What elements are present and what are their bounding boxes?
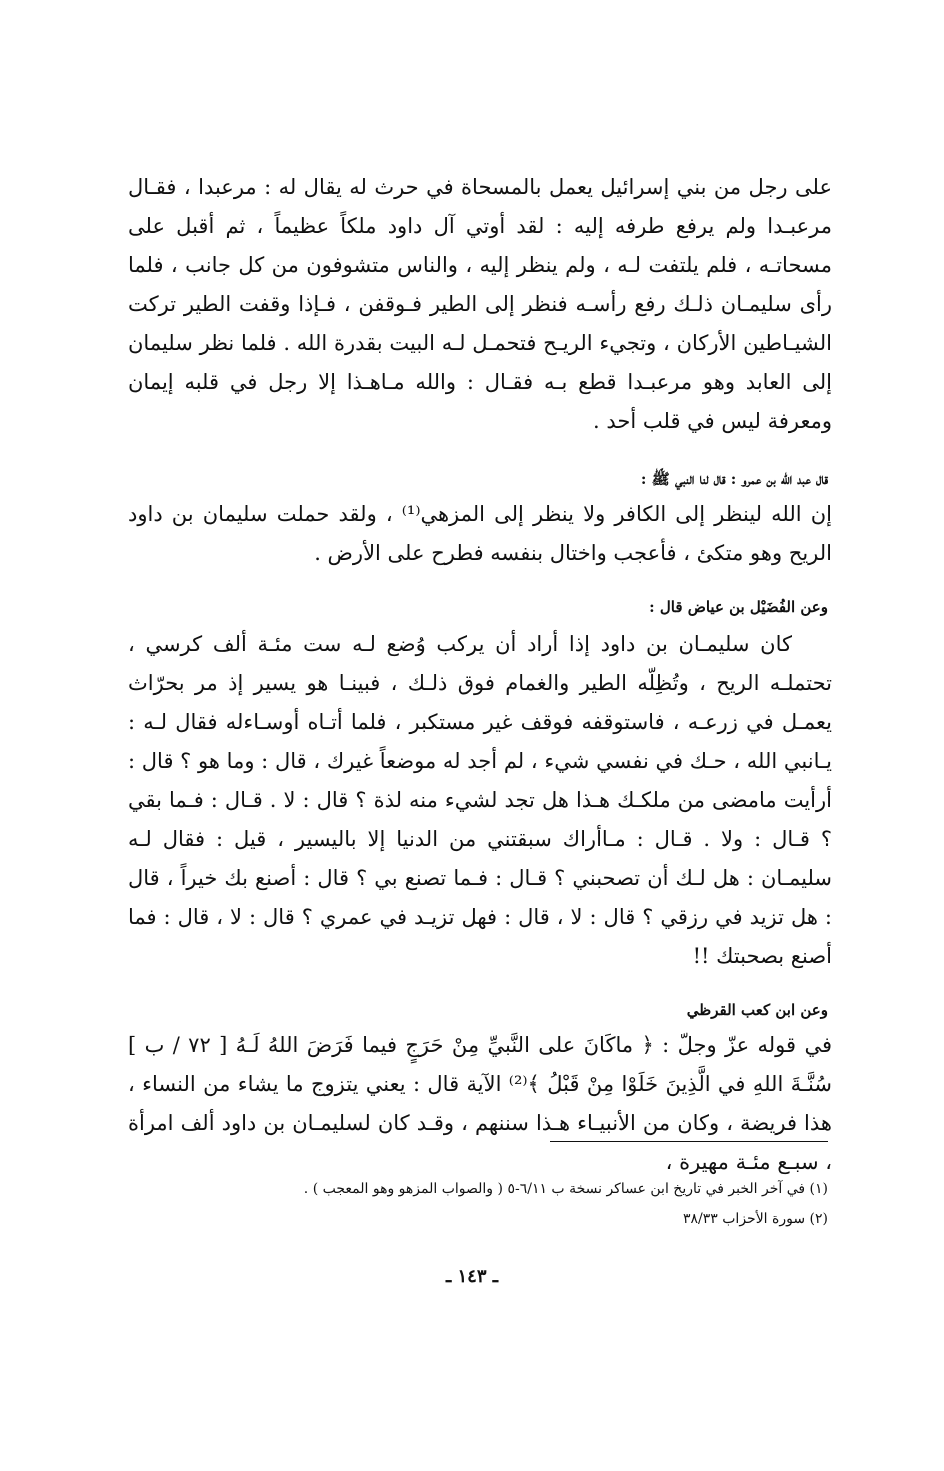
footnote-separator bbox=[550, 1141, 828, 1142]
paragraph-3: كان سليمـان بن داود إذا أراد أن يركب وُضع لـه ست مئـة ألف كرسي ، تحتملـه الريح ، وتُظِلّه الطير والغمام فوق ذلـك ، فبينـا هو يسير إذ مر بحرّاث يعمـل في زرعـه ، فاستوقفه فوقف غير مستكبر ، فلما أتـاه أوسـاءله فقال لـه : يـانبي الله ، حـك في نفسي شيء ، لم أجد له موضعاً غيرك ، قال : وما هو ؟ قال : أرأيت مامضى من ملكـك هـذا هل تجد لشيء منه لذة ؟ قال : لا . قـال : فـما بقي ؟ قـال : ولا . قـال : مـاأراك سبقتني من الدنيا إلا باليسير ، قيل : فقال لـه سليمـان : هل لـك أن تصحبني ؟ قـال : فـما تصنع بي ؟ قال : أصنع بك خيراً ، قال : هل تزيد في رزقي ؟ قال : لا ، قال : فهل تزيـد في عمري ؟ قال : لا ، قال : فما أصنع بصحبتك !! bbox=[128, 632, 832, 968]
footnote-2: (٢) سورة الأحزاب ٣٨/٣٣ bbox=[683, 1211, 828, 1227]
paragraph-1: على رجل من بني إسرائيل يعمل بالمسحاة في حرث له يقال له : مرعبدا ، فقـال مرعبـدا ولم يرفع طرفه إليه : لقد أوتي آل داود ملكاً عظيماً ، ثم أقبل على مسحاتـه ، فلم يلتفت لـه ، ولم ينظر إليه ، والناس متشوفون من كل جانب ، فلما رأى سليمـان ذلـك رفع رأسـه فنظر إلى الطير فـوقفن ، فـإذا وقفت الطير تركت الشيـاطين الأركان ، وتجيء الريـح فتحمـل لـه البيت بقدرة الله . فلما نظر سليمان إلى العابد وهو مرعبـدا قطع بـه فقـال : والله مـاهـذا إلا رجل في قلبه إيمان ومعرفة ليس في قلب أحد . bbox=[128, 175, 832, 433]
footnotes bbox=[268, 1174, 828, 1234]
section-heading-2: وعن الفُضَيْل بن عياض قال : bbox=[649, 598, 828, 616]
section-heading-3: وعن ابن كعب القرظي bbox=[686, 1001, 828, 1019]
footnote-1: (١) في آخر الخبر في تاريخ ابن عساكر نسخة ب ٦/١١-٥ ( والصواب المزهو وهو المعجب ) . bbox=[303, 1181, 828, 1197]
paragraph-2: إن الله لينظر إلى الكافر ولا ينظر إلى المزهي⁽¹⁾ ، ولقد حملت سليمان بن داود الريح وهو متكئ ، فأعجب واختال بنفسه فطرح على الأرض . bbox=[128, 502, 832, 565]
section-heading-1: قال عبد الله بن عمرو : قال لنا النبي ﷺ : bbox=[640, 470, 828, 488]
page-number: ـ ١٤٣ ـ bbox=[445, 1266, 499, 1287]
page-body bbox=[128, 168, 832, 1182]
paragraph-4: في قوله عزّ وجلّ : ﴿ ماكَانَ على النَّبيِّ مِنْ حَرَجٍ فيما فَرَضَ اللهُ لَـهُ [ ٧٢ / ب ] سُنَّـةَ اللهِ في الَّذِينَ خَلَوْا مِنْ قَبْلُ ﴾⁽²⁾ الآية قال : يعني يتزوج ما يشاء من النساء ، هذا فريضة ، وكان من الأنبيـاء هـذا سننهم ، وقـد كان لسليمـان بن داود ألف امرأة ، سبـع مئـة مهيرة ، bbox=[128, 1033, 832, 1174]
